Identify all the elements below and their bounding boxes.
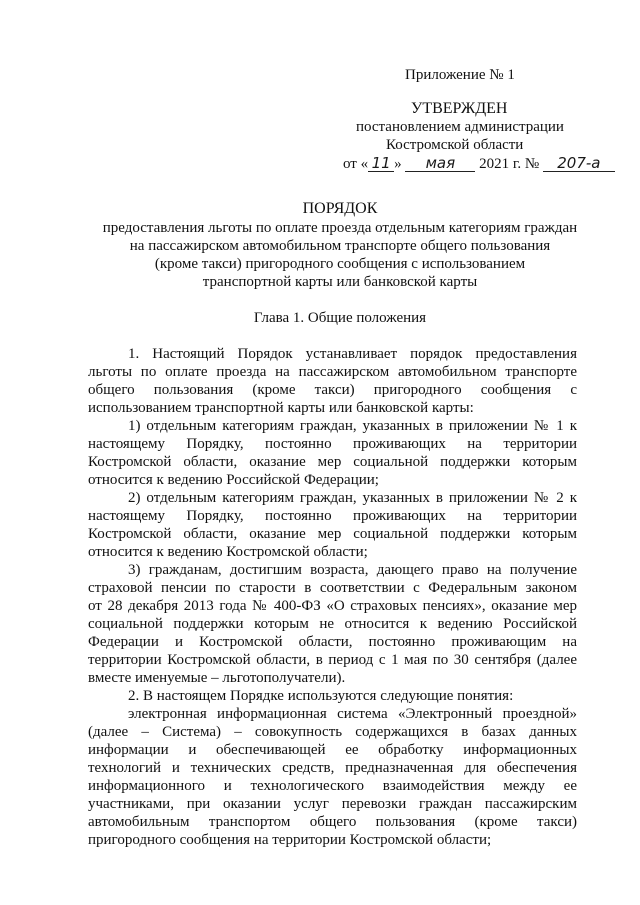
approved-by-label: постановлением администрации <box>356 119 564 135</box>
decree-date-line <box>343 154 615 173</box>
body-line: территории Костромской области, в период с 1 мая по 30 сентября (далее <box>88 652 577 668</box>
title-line: на пассажирском автомобильном транспорте общего пользования <box>129 238 551 254</box>
body-line: автомобильным транспортом общего пользования (кроме такси) <box>88 814 577 830</box>
body-line: Федерации и Костромской области, постоянно проживающим на <box>88 634 577 650</box>
body-line: страховой пенсии по старости в соответствии с Федеральным законом <box>88 580 577 596</box>
region-label: Костромской области <box>386 137 524 153</box>
body-line: информационного и технологического взаимодействия между ее <box>88 778 577 794</box>
body-line: использованием транспортной карты или банковской карты: <box>88 400 474 416</box>
body-line: относится к ведению Костромской области; <box>88 544 368 560</box>
date-mid: » <box>394 156 402 172</box>
body-line: настоящему Порядку, постоянно проживающих на территории <box>88 508 577 524</box>
body-line: от 28 декабря 2013 года № 400-ФЗ «О страховых пенсиях», оказание мер <box>88 598 577 614</box>
body-line: Костромской области, оказание мер социальной поддержки которым <box>88 454 577 470</box>
handwritten-month: мая <box>405 154 475 173</box>
body-line: 1) отдельным категориям граждан, указанных в приложении № 1 к <box>128 418 577 434</box>
body-line: вместе именуемые – льготополучатели). <box>88 670 346 686</box>
body-line: пригородного сообщения на территории Костромской области; <box>88 832 492 848</box>
title-line: (кроме такси) пригородного сообщения с использованием <box>154 256 526 272</box>
body-line: информации и обеспечивающей ее обработку информационных <box>88 742 577 758</box>
date-prefix: от « <box>343 156 369 172</box>
body-line: участниками, при оказании услуг перевозки граждан пассажирским <box>88 796 577 812</box>
body-line: социальной поддержки которым не относится к ведению Российской <box>88 616 577 632</box>
body-line: 2. В настоящем Порядке используются следующие понятия: <box>128 688 514 704</box>
chapter-heading: Глава 1. Общие положения <box>253 310 427 326</box>
body-line: льготы по оплате проезда на пассажирском автомобильном транспорте <box>88 364 577 380</box>
handwritten-day: 11 <box>368 154 394 173</box>
body-line: электронная информационная система «Электронный проездной» <box>128 706 577 722</box>
appendix-label: Приложение № 1 <box>405 67 515 83</box>
document-title: ПОРЯДОК <box>302 200 378 217</box>
title-line: предоставления льготы по оплате проезда отдельным категориям граждан <box>102 220 578 236</box>
body-line: настоящему Порядку, постоянно проживающих на территории <box>88 436 577 452</box>
body-line: 2) отдельным категориям граждан, указанных в приложении № 2 к <box>128 490 577 506</box>
body-line: 3) гражданам, достигшим возраста, дающего право на получение <box>128 562 577 578</box>
handwritten-decree-number: 207-а <box>543 154 615 173</box>
body-line: 1. Настоящий Порядок устанавливает порядок предоставления <box>128 346 577 362</box>
body-line: технологий и технических средств, предназначенная для обеспечения <box>88 760 577 776</box>
body-line: (далее – Система) – совокупность содержащихся в базах данных <box>88 724 577 740</box>
approved-label: УТВЕРЖДЕН <box>411 100 508 117</box>
body-line: Костромской области, оказание мер социальной поддержки которым <box>88 526 577 542</box>
date-year: 2021 г. № <box>479 156 540 172</box>
body-line: общего пользования (кроме такси) пригородного сообщения с <box>88 382 577 398</box>
title-line: транспортной карты или банковской карты <box>202 274 478 290</box>
body-line: относится к ведению Российской Федерации; <box>88 472 379 488</box>
